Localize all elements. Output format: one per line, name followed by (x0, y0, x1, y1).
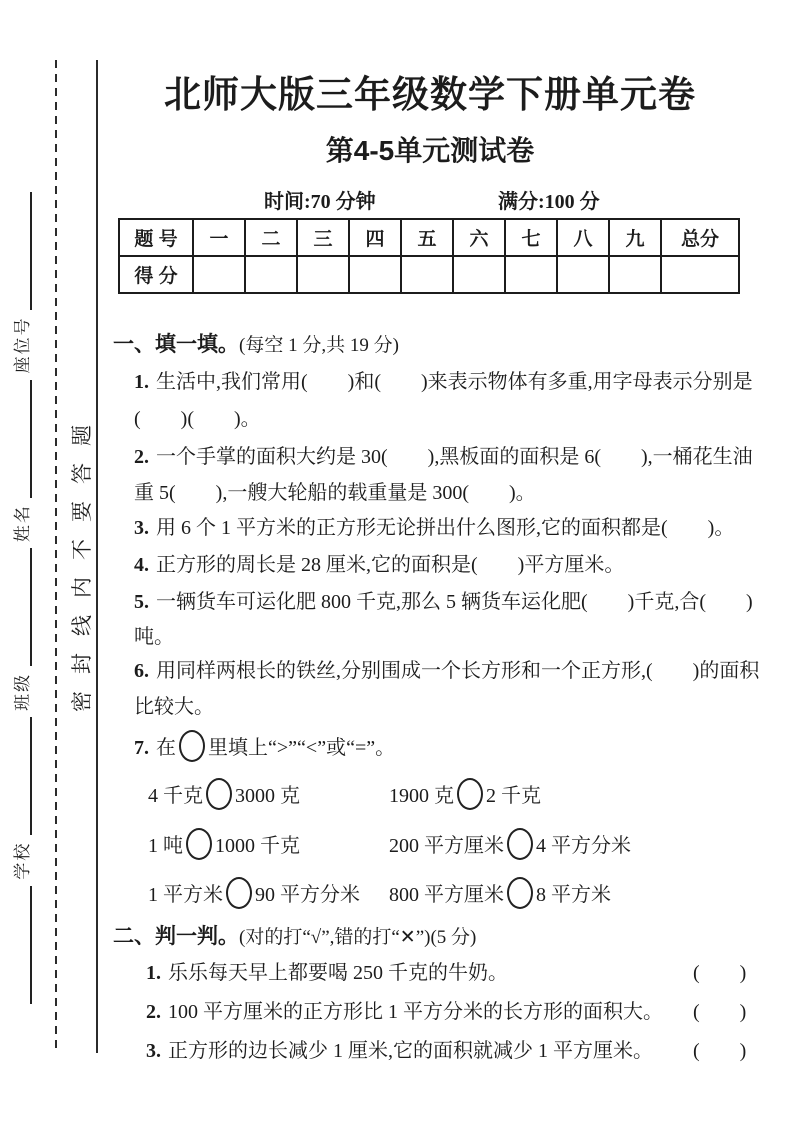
comparison-circle (226, 877, 252, 909)
score-cell (401, 256, 453, 293)
comparison-item (389, 778, 541, 811)
question-number: 3. (134, 517, 149, 539)
compare-left-value: 200 平方厘米 (389, 835, 504, 857)
page-title: 北师大版三年级数学下册单元卷 (164, 74, 696, 115)
fill-question-2-line-2 (134, 480, 536, 507)
comparison-circle (507, 828, 533, 860)
col-3: 三 (297, 219, 349, 256)
score-cell (609, 256, 661, 293)
seal-dashed-line (55, 60, 57, 1048)
score-cell (453, 256, 505, 293)
question-text: 生活中,我们常用( )和( )来表示物体有多重,用字母表示分别是 (156, 371, 753, 393)
section2-header (113, 924, 476, 951)
school-label: 学校 (13, 841, 32, 880)
total-score-header: 总分 (661, 219, 739, 256)
col-9: 九 (609, 219, 661, 256)
compare-right-value: 1000 千克 (215, 835, 300, 857)
section1-note: (每空 1 分,共 19 分) (239, 335, 399, 356)
judge-question-2 (146, 999, 780, 1026)
page-subtitle: 第4-5单元测试卷 (325, 135, 535, 166)
seal-line-text: 密封线内不要答题 (70, 408, 94, 712)
section2-note: (对的打“√”,错的打“✕”)(5 分) (239, 927, 477, 948)
score-cell (245, 256, 297, 293)
judge-question-3 (146, 1038, 780, 1065)
question-number-header: 题 号 (119, 219, 193, 256)
score-table-score-row (119, 256, 739, 293)
answer-blank: ( ) (693, 962, 747, 984)
col-6: 六 (453, 219, 505, 256)
trailing-blank-line (30, 192, 32, 310)
score-cell (193, 256, 245, 293)
score-cell (349, 256, 401, 293)
comparison-circle (206, 778, 232, 810)
compare-right-value: 4 平方分米 (536, 835, 631, 857)
question-text: 用 6 个 1 平方米的正方形无论拼出什么图形,它的面积都是( )。 (156, 517, 735, 539)
score-table (118, 218, 740, 294)
comparison-item (389, 828, 631, 861)
full-score-label: 满分:100 分 (498, 191, 600, 213)
fill-question-3 (134, 515, 734, 542)
question-text: ( )( )。 (134, 408, 261, 430)
judge-question-1 (146, 960, 780, 987)
question-text: 重 5( ),一艘大轮船的载重量是 300( )。 (134, 482, 536, 504)
seal-solid-line (96, 60, 98, 1053)
question-text: 一辆货车可运化肥 800 千克,那么 5 辆货车运化肥( )千克,合( ) (156, 591, 753, 613)
fill-question-6-line-1 (134, 658, 759, 685)
question-text: 吨。 (134, 626, 174, 648)
col-1: 一 (193, 219, 245, 256)
question-text: 100 平方厘米的正方形比 1 平方分米的长方形的面积大。 (168, 1001, 663, 1023)
name-label: 姓名 (13, 504, 32, 543)
question-number: 1. (146, 962, 161, 984)
question-text: 里填上“>”“<”或“=”。 (208, 737, 396, 759)
comparison-circle (179, 730, 205, 762)
fill-question-5-line-1 (134, 589, 753, 616)
school-blank-line (30, 886, 32, 1004)
answer-blank: ( ) (693, 1001, 747, 1023)
col-4: 四 (349, 219, 401, 256)
comparison-item (389, 877, 611, 910)
fill-question-4 (134, 552, 624, 579)
col-5: 五 (401, 219, 453, 256)
question-text: 乐乐每天早上都要喝 250 千克的牛奶。 (168, 962, 508, 984)
score-cell (505, 256, 557, 293)
compare-right-value: 2 千克 (486, 785, 541, 807)
class-blank-line (30, 717, 32, 835)
fill-question-1-line-2 (134, 406, 261, 433)
section2-title: 二、判一判。 (113, 925, 239, 948)
compare-left-value: 1 平方米 (148, 884, 223, 906)
class-label: 班级 (13, 672, 32, 711)
compare-right-value: 3000 克 (235, 785, 300, 807)
question-number: 1. (134, 371, 149, 393)
col-7: 七 (505, 219, 557, 256)
score-row-label: 得 分 (119, 256, 193, 293)
compare-left-value: 1 吨 (148, 835, 183, 857)
answer-blank: ( ) (693, 1040, 747, 1062)
question-text: 在 (156, 737, 176, 759)
fill-question-5-line-2 (134, 624, 174, 651)
name-blank-line (30, 549, 32, 667)
section1-header (113, 332, 399, 359)
question-number: 3. (146, 1040, 161, 1062)
section1-title: 一、填一填。 (113, 333, 239, 356)
question-text: 一个手掌的面积大约是 30( ),黑板面的面积是 6( ),一桶花生油 (156, 446, 753, 468)
comparison-item (148, 778, 300, 811)
seat-number-blank-line (30, 380, 32, 498)
score-cell (297, 256, 349, 293)
fill-question-2-line-1 (134, 444, 753, 471)
compare-left-value: 1900 克 (389, 785, 454, 807)
total-score-cell (661, 256, 739, 293)
fill-question-6-line-2 (134, 694, 214, 721)
seat-number-label: 座位号 (13, 316, 32, 374)
col-8: 八 (557, 219, 609, 256)
question-number: 2. (134, 446, 149, 468)
question-number: 2. (146, 1001, 161, 1023)
question-number: 7. (134, 737, 149, 759)
comparison-circle (186, 828, 212, 860)
score-cell (557, 256, 609, 293)
time-limit-label: 时间:70 分钟 (264, 191, 376, 213)
question-number: 4. (134, 554, 149, 576)
score-table-header-row (119, 219, 739, 256)
compare-right-value: 8 平方米 (536, 884, 611, 906)
compare-left-value: 800 平方厘米 (389, 884, 504, 906)
question-text: 比较大。 (134, 696, 214, 718)
question-number: 6. (134, 660, 149, 682)
comparison-item (148, 828, 300, 861)
question-text: 正方形的周长是 28 厘米,它的面积是( )平方厘米。 (156, 554, 625, 576)
question-text: 正方形的边长减少 1 厘米,它的面积就减少 1 平方厘米。 (168, 1040, 653, 1062)
question-number: 5. (134, 591, 149, 613)
student-info-fields (8, 192, 36, 1004)
comparison-circle (457, 778, 483, 810)
comparison-item (148, 877, 360, 910)
question-text: 用同样两根长的铁丝,分别围成一个长方形和一个正方形,( )的面积 (156, 660, 760, 682)
comparison-circle (507, 877, 533, 909)
col-2: 二 (245, 219, 297, 256)
fill-question-7 (134, 730, 395, 762)
fill-question-1-line-1 (134, 369, 753, 396)
compare-right-value: 90 平方分米 (255, 884, 360, 906)
compare-left-value: 4 千克 (148, 785, 203, 807)
